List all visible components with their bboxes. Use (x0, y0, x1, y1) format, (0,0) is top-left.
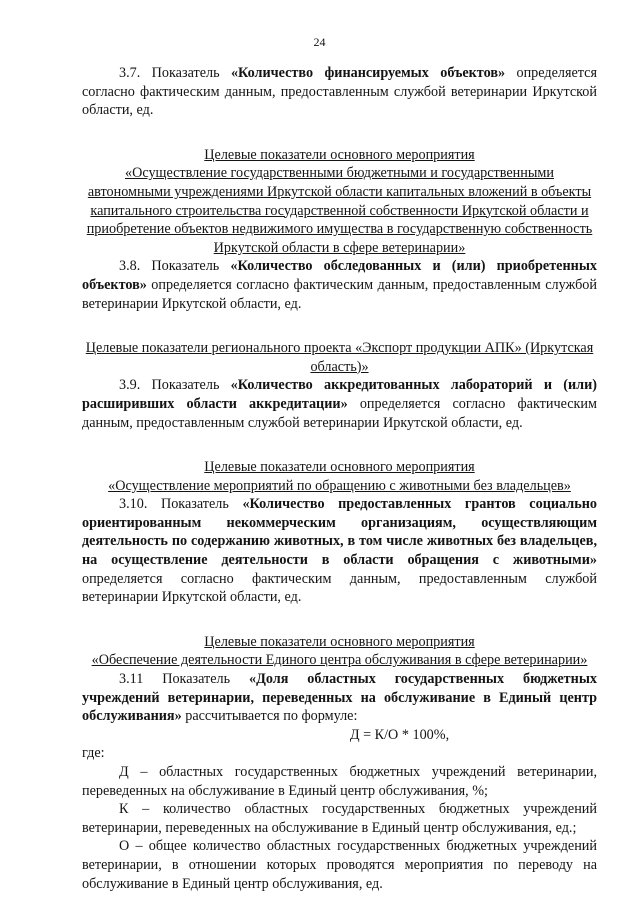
definition-d: Д – областных государственных бюджетных учреждений ветеринарии, переведенных на обслуживание в Единый центр обслуживания, %; (82, 764, 597, 799)
where-label: где: (82, 745, 105, 762)
indicator-description: определяется согласно фактическим данным, предоставленным службой ветеринарии Иркутской области, ед. (82, 395, 597, 431)
indicator-name: «Доля областных государственных бюджетных учреждений ветеринарии, переведенных на обслуживание в Единый центр обслуживания» (82, 671, 597, 725)
spacer (82, 313, 597, 339)
document-body (82, 64, 597, 893)
section-heading-3-subtitle: «Осуществление мероприятий по обращению с животными без владельцев» (108, 477, 571, 494)
paragraph-3-11 (82, 670, 597, 726)
indicator-name: «Количество финансируемых объектов» (230, 65, 506, 81)
indicator-description: определяется согласно фактическим данным, предоставленным службой ветеринарии Иркутской области, ед. (82, 65, 597, 119)
section-heading-2: Целевые показатели регионального проекта «Экспорт продукции АПК» (Иркутская область)» (85, 340, 594, 375)
paragraph-3-8 (82, 257, 597, 313)
paragraph-3-10 (82, 495, 597, 607)
definition-k: К – количество областных государственных бюджетных учреждений ветеринарии, переведенных на обслуживание в Единый центр обслуживания, ед.; (82, 801, 597, 836)
indicator-number: 3.7. Показатель (119, 65, 231, 81)
indicator-name: «Количество обследованных и (или) приобретенных объектов» (82, 258, 597, 293)
definition-o: О – общее количество областных государственных бюджетных учреждений ветеринарии, в отношении которых проводятся мероприятия по переводу на обслуживание в Единый центр обслуживания, ед. (82, 838, 597, 892)
paragraph-3-9 (82, 376, 597, 432)
formula: Д = К/О * 100%, (349, 726, 450, 743)
section-heading-4-title: Целевые показатели основного мероприятия (204, 633, 475, 650)
page-number: 24 (313, 35, 326, 49)
spacer (82, 120, 597, 146)
indicator-number: 3.10. Показатель (119, 496, 243, 513)
indicator-description: определяется согласно фактическим данным, предоставленным службой ветеринарии Иркутской области, ед. (82, 570, 597, 606)
indicator-number: 3.9. Показатель (119, 377, 231, 394)
spacer (82, 432, 597, 458)
indicator-number: 3.11 Показатель (119, 671, 249, 688)
section-heading-1-title: Целевые показатели основного мероприятия (204, 146, 475, 163)
indicator-description: определяется согласно фактическим данным, предоставленным службой ветеринарии Иркутской области, ед. (82, 276, 597, 312)
spacer (82, 607, 597, 633)
indicator-number: 3.8. Показатель (119, 258, 231, 275)
section-heading-3-title: Целевые показатели основного мероприятия (204, 459, 475, 476)
paragraph-3-7 (82, 64, 597, 120)
indicator-description: рассчитывается по формуле: (181, 708, 358, 725)
section-heading-4-subtitle: «Обеспечение деятельности Единого центра обслуживания в сфере ветеринарии» (91, 652, 588, 669)
section-heading-1-subtitle: «Осуществление государственными бюджетными и государственными автономными учреждениями Иркутской области капитальных вложений в объекты капитального строительства государственной собственности Иркутской области и приобретение объектов недвижимого имущества в государственную собственность Иркутской области в сфере ветеринарии» (86, 165, 593, 256)
indicator-name: «Количество предоставленных грантов социально ориентированным некоммерческим организациям, осуществляющим деятельность по содержанию животных, в том числе животных без владельцев, на осуществление деятельности в области обращения с животными» (82, 496, 597, 569)
indicator-name: «Количество аккредитованных лабораторий и (или) расширивших области аккредитации» (82, 377, 597, 412)
